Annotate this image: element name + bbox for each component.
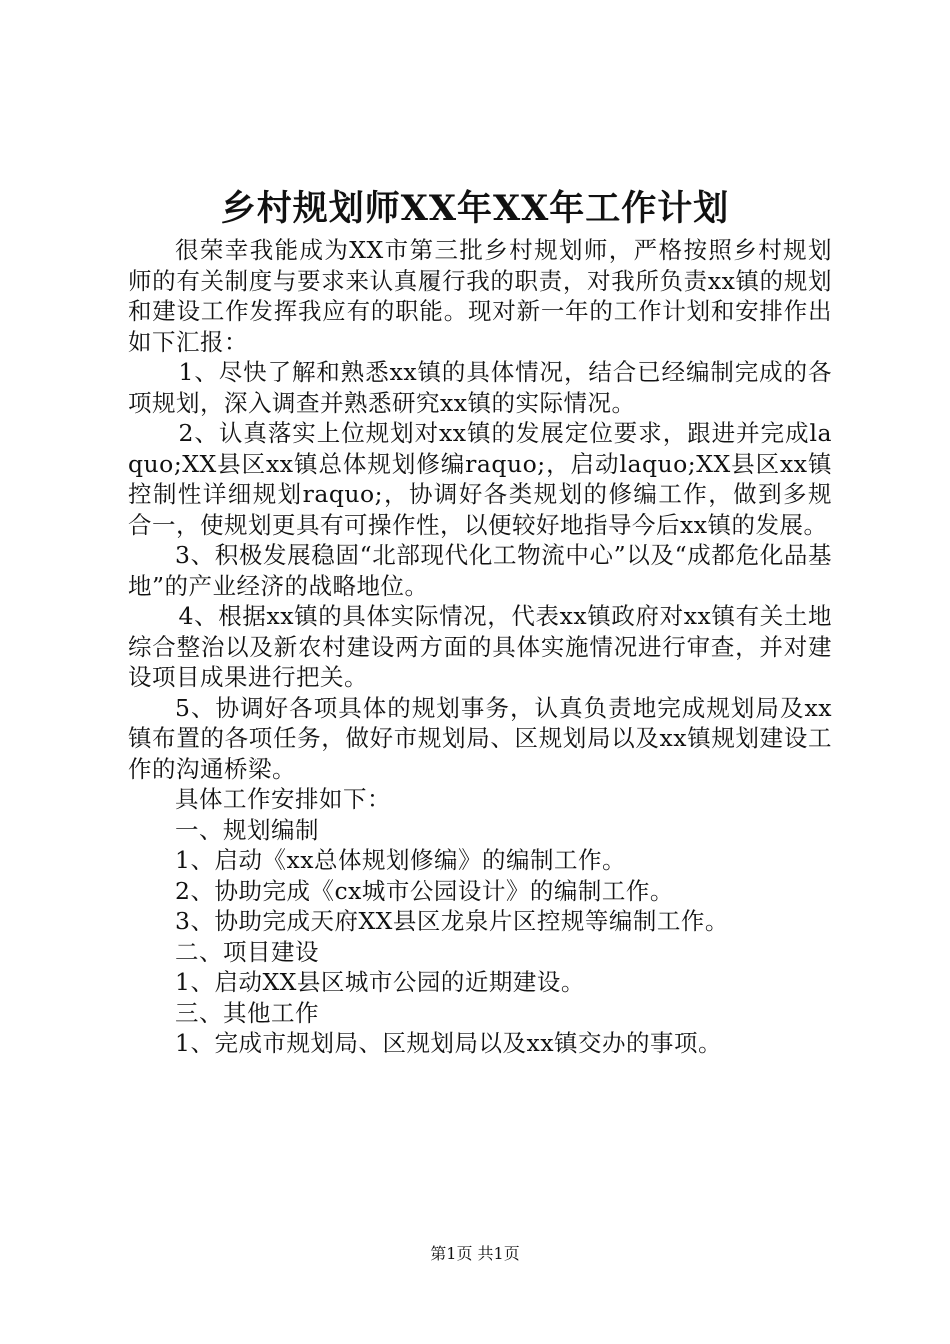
planning-item-1: 1、启动《xx总体规划修编》的编制工作。 xyxy=(175,846,626,874)
intro-paragraph: 很荣幸我能成为XX市第三批乡村规划师，严格按照乡村规划师的有关制度与要求来认真履行我的职责，对我所负责xx镇的规划和建设工作发挥我应有的职能。现对新一年的工作计划和安排作出如下汇报： xyxy=(128,236,832,356)
plan-item-4: 4、根据xx镇的具体实际情况，代表xx镇政府对xx镇有关土地综合整治以及新农村建设两方面的具体实施情况进行审查，并对建设项目成果进行把关。 xyxy=(128,602,832,691)
plan-item-2: 2、认真落实上位规划对xx镇的发展定位要求，跟进并完成laquo;XX县区xx镇总体规划修编raquo;，启动laquo;XX县区xx镇控制性详细规划raquo;，协调好各类规划的修编工作，做到多规合一，使规划更具有可操作性，以便较好地指导今后xx镇的发展。 xyxy=(128,419,832,539)
page-footer: 第1页 共1页 xyxy=(430,1244,520,1263)
planning-item-2: 2、协助完成《cx城市公园设计》的编制工作。 xyxy=(175,876,674,905)
plan-item-3: 3、积极发展稳固“北部现代化工物流中心”以及“成都危化品基地”的产业经济的战略地位。 xyxy=(128,541,832,600)
section-heading-other: 三、其他工作 xyxy=(175,998,319,1027)
section-heading-planning: 一、规划编制 xyxy=(175,815,319,844)
project-item-1: 1、启动XX县区城市公园的近期建设。 xyxy=(175,968,585,996)
section-heading-projects: 二、项目建设 xyxy=(175,937,319,966)
planning-item-3: 3、协助完成天府XX县区龙泉片区控规等编制工作。 xyxy=(175,907,729,935)
document-title: 乡村规划师XX年XX年工作计划 xyxy=(220,188,730,229)
plan-item-1: 1、尽快了解和熟悉xx镇的具体情况，结合已经编制完成的各项规划，深入调查并熟悉研究xx镇的实际情况。 xyxy=(128,358,832,417)
other-item-1: 1、完成市规划局、区规划局以及xx镇交办的事项。 xyxy=(175,1029,722,1057)
schedule-heading: 具体工作安排如下： xyxy=(175,785,391,813)
document-body xyxy=(128,235,832,1059)
plan-item-5: 5、协调好各项具体的规划事务，认真负责地完成规划局及xx镇布置的各项任务，做好市规划局、区规划局以及xx镇规划建设工作的沟通桥梁。 xyxy=(128,693,832,783)
